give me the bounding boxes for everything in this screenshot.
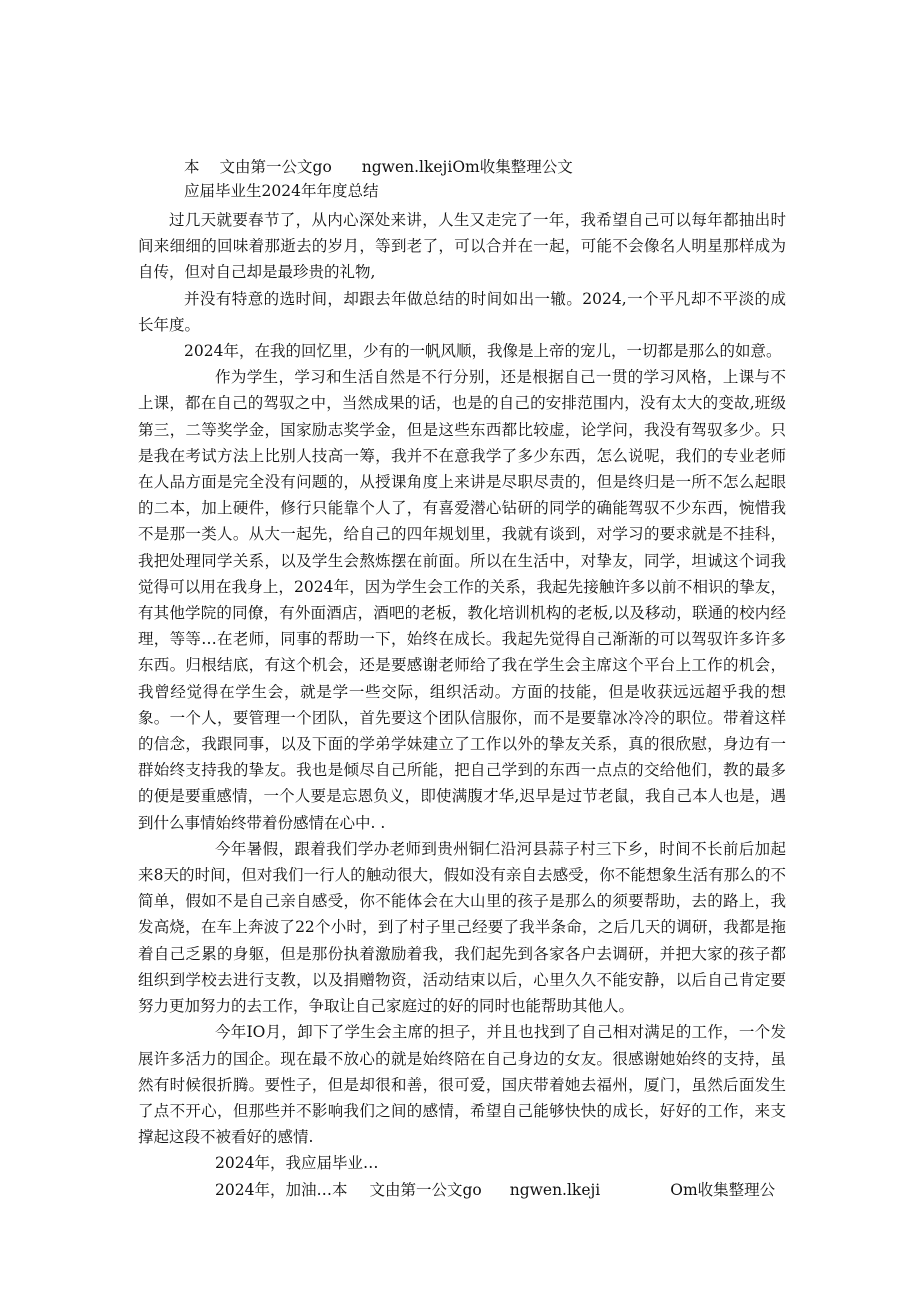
paragraph-4: 作为学生，学习和生活自然是不行分别，还是根据自己一贯的学习风格，上课与不上课，都在自己的驾驭之中，当然成果的话，也是的自己的安排范围内，没有太大的变故,班级第三，二等奖学金，国家励志奖学金，但是这些东西都比较虚，论学问，我没有驾驭多少。只是我在考试方法上比别人技高一筹，我并不在意我学了多少东西，怎么说呢，我们的专业老师在人品方面是完全没有问题的，从授课角度上来讲是尽职尽责的，但是终归是一所不怎么起眼的二本，加上硬件，修行只能靠个人了，有喜爱潜心钻研的同学的确能驾驭不少东西，惋惜我不是那一类人。从大一起先，给自己的四年规划里，我就有谈到，对学习的要求就是不挂科，我把处理同学关系，以及学生会熬炼摆在前面。所以在生活中，对挚友，同学，坦诚这个词我觉得可以用在我身上，2024年，因为学生会工作的关系，我起先接触许多以前不相识的挚友，有其他学院的同僚，有外面酒店，酒吧的老板，教化培训机构的老板,以及移动，联通的校内经理，等等…在老师，同事的帮助一下，始终在成长。我起先觉得自己渐渐的可以驾驭许多许多东西。归根结底，有这个机会，还是要感谢老师给了我在学生会主席这个平台上工作的机会，我曾经觉得在学生会，就是学一些交际，组织活动。方面的技能，但是收获远远超乎我的想象。一个人，要管理一个团队，首先要这个团队信服你，而不是要靠冰冷冷的职位。带着这样的信念，我跟同事，以及下面的学弟学妹建立了工作以外的挚友关系，真的很欣慰，身边有一群始终支持我的挚友。我也是倾尽自己所能，把自己学到的东西一点点的交给他们，教的最多的便是要重感情，一个人要是忘恩负义，即使满腹才华,迟早是过节老鼠，我自己本人也是，遇到什么事情始终带着份感情在心中. . — [138, 368, 786, 832]
closing-line: 2024年，我应届毕业… — [215, 1154, 379, 1173]
paragraph-2: 并没有特意的选时间，却跟去年做总结的时间如出一辙。2024,一个平凡却不平淡的成长年度。 — [138, 289, 786, 334]
footer-part-3: ngwen.lkeji — [509, 1181, 601, 1200]
footer-part-2: 文由第一公文go — [369, 1181, 482, 1200]
source-header — [138, 155, 786, 179]
paragraph-1: 过几天就要春节了，从内心深处来讲，人生又走完了一年，我希望自己可以每年都抽出时间来细细的回味着那逝去的岁月，等到老了，可以合并在一起，可能不会像名人明星那样成为自传，但对自己却是最珍贵的礼物, — [138, 211, 786, 282]
paragraph-3: 2024年，在我的回忆里，少有的一帆风顺，我像是上帝的宠儿，一切都是那么的如意。 — [184, 342, 782, 361]
header-part-2: 文由第一公文go — [219, 158, 332, 176]
footer-line — [138, 1177, 786, 1204]
paragraph-6: 今年IO月，卸下了学生会主席的担子，并且也找到了自己相对满足的工作，一个发展许多活力的国企。现在最不放心的就是始终陪在自己身边的女友。很感谢她始终的支持，虽然有时候很折腾。要性子，但是却很和善，很可爱，国庆带着她去福州，厦门，虽然后面发生了点不开心，但那些并不影响我们之间的感情，希望自己能够快快的成长，好好的工作，来支撑起这段不被看好的感情. — [138, 1023, 786, 1147]
header-part-1: 本 — [184, 158, 200, 176]
paragraph-5: 今年暑假，跟着我们学办老师到贵州铜仁沿河县蒜子村三下乡，时间不长前后加起来8天的时间，但对我们一行人的触动很大，假如没有亲自去感受，你不能想象生活有那么的不简单，假如不是自己亲自感受，你不能体会在大山里的孩子是那么的须要帮助，去的路上，我发高烧，在车上奔波了22个小时，到了村子里己经要了我半条命，之后几天的调研，我都是拖着自己乏累的身躯，但是那份执着激励着我，我们起先到各家各户去调研，并把大家的孩子都组织到学校去进行支教，以及捐赠物资，活动结束以后，心里久久不能安静，以后自己肯定要努力更加努力的去工作，争取让自己家庭过的好的同时也能帮助其他人。 — [138, 839, 786, 1016]
footer-part-4: Om收集整理公 — [670, 1181, 776, 1200]
document-title: 应届毕业生2024年年度总结 — [184, 182, 379, 200]
header-part-3: ngwen.lkejiOm收集整理公文 — [361, 158, 573, 176]
document-page — [138, 155, 786, 1204]
footer-part-1: 2024年，加油…本 — [215, 1181, 348, 1200]
